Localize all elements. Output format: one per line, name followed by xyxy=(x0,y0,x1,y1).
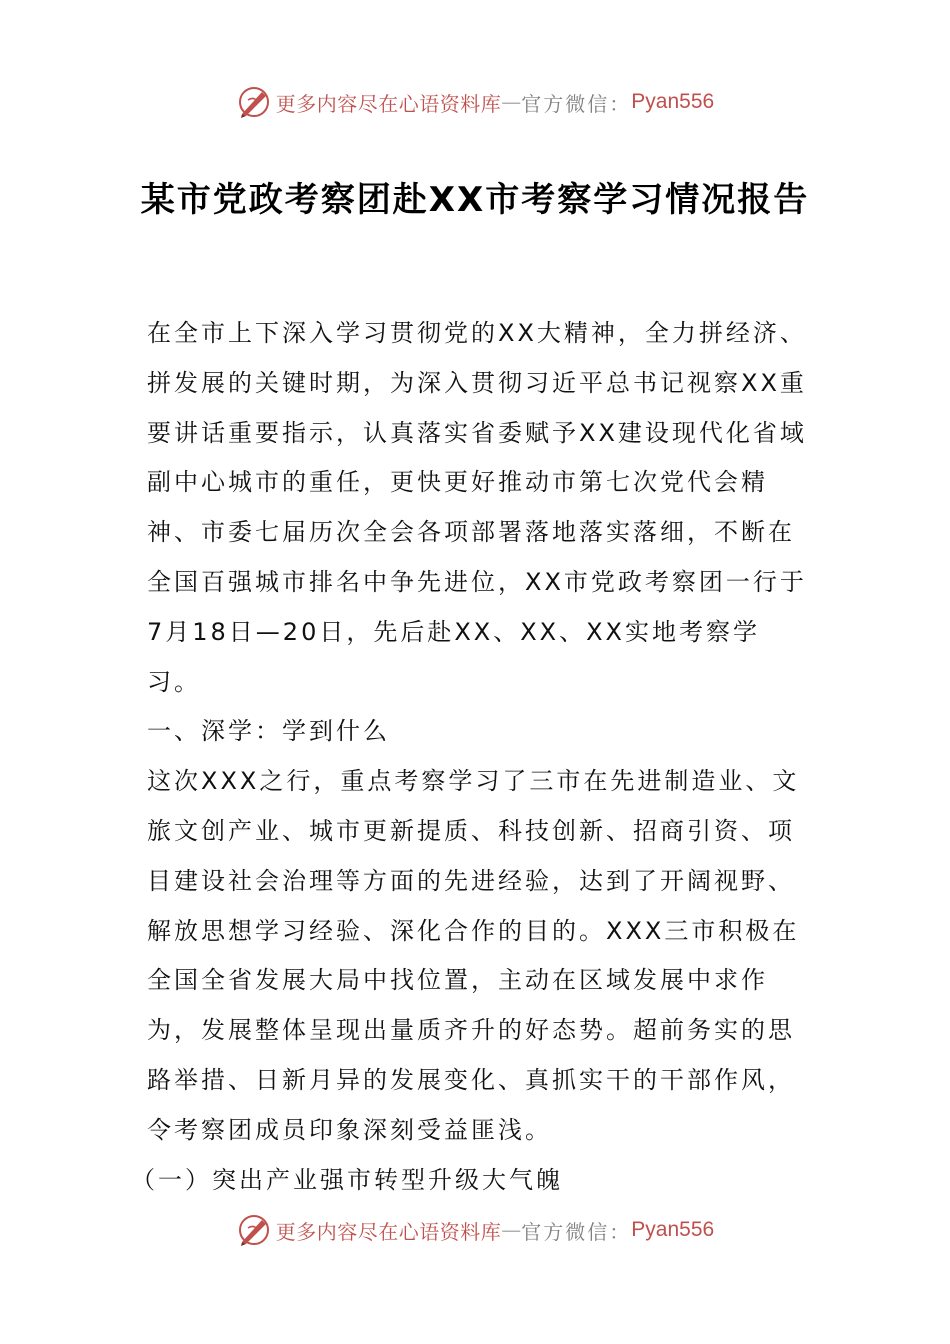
watermark-wechat-id: Pyan556 xyxy=(631,90,715,113)
intro-paragraph: 在全市上下深入学习贯彻党的XX大精神，全力拼经济、拼发展的关键时期，为深入贯彻习近平总书记视察XX重要讲话重要指示，认真落实省委赋予XX建设现代化省域副中心城市的重任，更快更好推动市第七次党代会精神、市委七届历次全会各项部署落地落实落细，不断在全国百强城市排名中争先进位，XX市党政考察团一行于7月18日—20日，先后赴XX、XX、XX实地考察学习。 xyxy=(147,319,807,696)
watermark-header xyxy=(0,82,950,122)
watermark-wechat-id: Pyan556 xyxy=(631,1218,715,1241)
watermark-site-text: 更多内容尽在心语资料库 xyxy=(275,1219,502,1244)
watermark-content xyxy=(236,84,714,120)
watermark-wechat-label: 官方微信： xyxy=(521,91,632,116)
watermark-wechat-label: 官方微信： xyxy=(521,1219,632,1244)
document-body xyxy=(131,309,807,1205)
watermark-content xyxy=(236,1212,714,1248)
subsection-heading: （一）突出产业强市转型升级大气魄 xyxy=(131,1165,563,1194)
section-paragraph: 这次XXX之行，重点考察学习了三市在先进制造业、文旅文创产业、城市更新提质、科技创新、招商引资、项目建设社会治理等方面的先进经验，达到了开阔视野、解放思想学习经验、深化合作的目的。XXX三市积极在全国全省发展大局中找位置，主动在区域发展中求作为，发展整体呈现出量质齐升的好态势。超前务实的思路举措、日新月异的发展变化、真抓实干的干部作风，令考察团成员印象深刻受益匪浅。 xyxy=(147,767,800,1144)
section-heading: 一、深学：学到什么 xyxy=(147,717,390,746)
watermark-site-text: 更多内容尽在心语资料库 xyxy=(275,91,502,116)
pen-logo-icon xyxy=(236,1212,272,1248)
pen-logo-icon xyxy=(236,84,272,120)
watermark-dash: — xyxy=(501,90,522,114)
watermark-footer xyxy=(0,1210,950,1250)
document-title: 某市党政考察团赴XX市考察学习情况报告 xyxy=(140,180,810,220)
watermark-dash: — xyxy=(501,1218,522,1242)
